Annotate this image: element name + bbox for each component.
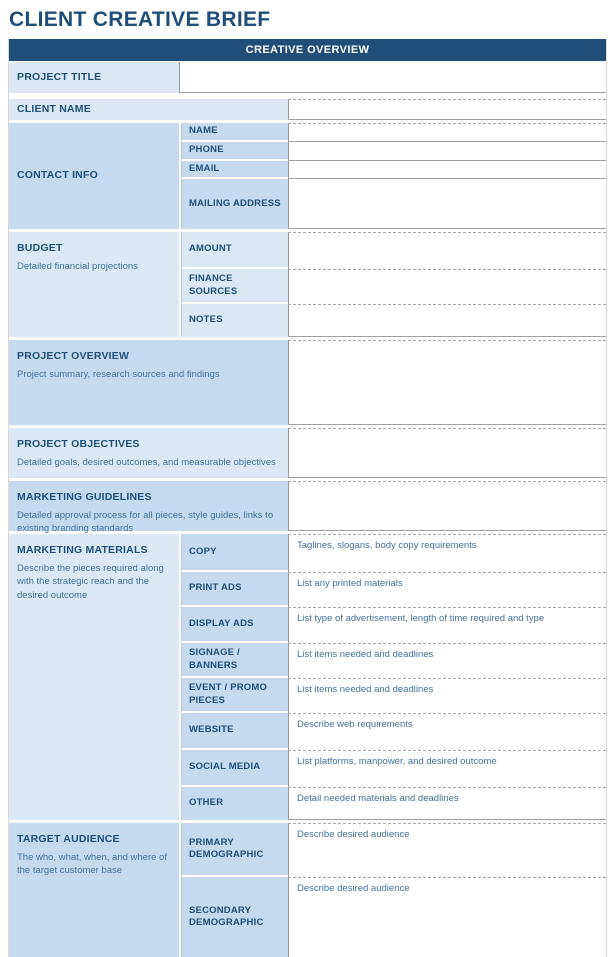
project-overview-description: Project summary, research sources and findings (17, 369, 220, 380)
display-ads-label-cell (181, 607, 288, 643)
contact-name-input[interactable] (288, 123, 606, 142)
project-title-input[interactable] (179, 62, 606, 93)
target-audience-label-cell (9, 823, 179, 957)
budget-finance-sources-label: FINANCE SOURCES (189, 273, 238, 297)
secondary-demographic-label: SECONDARY DEMOGRAPHIC (189, 904, 264, 928)
project-title-label: PROJECT TITLE (17, 70, 102, 83)
project-objectives-label: PROJECT OBJECTIVES (17, 438, 140, 450)
row-contact-info (9, 123, 606, 229)
budget-finance-sources-label-cell (181, 269, 288, 304)
print-ads-label-cell (181, 572, 288, 607)
display-ads-input[interactable] (288, 607, 606, 643)
marketing-materials-description: Describe the pieces required along with the strategic reach and the desired outcome (17, 563, 164, 601)
client-name-label-cell (9, 99, 288, 120)
project-overview-input[interactable] (288, 340, 606, 425)
secondary-demographic-label-cell (181, 877, 288, 957)
copy-input[interactable] (288, 534, 606, 572)
marketing-guidelines-description: Detailed approval process for all pieces, style guides, links to existing branding standards (17, 510, 274, 535)
other-hint: Detail needed materials and deadlines (297, 793, 459, 804)
row-marketing-materials (9, 534, 606, 820)
signage-banners-label-cell (181, 643, 288, 678)
section-header: CREATIVE OVERVIEW (9, 39, 606, 61)
project-overview-label: PROJECT OVERVIEW (17, 350, 130, 362)
page-title: CLIENT CREATIVE BRIEF (9, 8, 271, 31)
client-name-label: CLIENT NAME (17, 102, 91, 115)
contact-mailing-address-label: MAILING ADDRESS (189, 197, 281, 209)
primary-demographic-input[interactable] (288, 823, 606, 877)
social-media-input[interactable] (288, 750, 606, 787)
budget-finance-sources-input[interactable] (288, 269, 606, 304)
marketing-guidelines-label-cell (9, 481, 288, 535)
signage-banners-input[interactable] (288, 643, 606, 678)
project-objectives-input[interactable] (288, 428, 606, 478)
display-ads-label: DISPLAY ADS (189, 617, 254, 629)
print-ads-label: PRINT ADS (189, 582, 242, 594)
website-hint: Describe web requirements (297, 719, 413, 730)
marketing-guidelines-input[interactable] (288, 481, 606, 531)
display-ads-hint: List type of advertisement, length of time required and type (297, 613, 545, 624)
marketing-materials-label-cell (9, 534, 179, 820)
project-objectives-description: Detailed goals, desired outcomes, and measurable objectives (17, 457, 276, 468)
marketing-guidelines-label: MARKETING GUIDELINES (17, 491, 152, 503)
website-label: WEBSITE (189, 724, 234, 736)
contact-mailing-address-input[interactable] (288, 179, 606, 229)
budget-notes-input[interactable] (288, 304, 606, 337)
budget-notes-label: NOTES (189, 314, 223, 326)
contact-phone-label: PHONE (189, 144, 224, 156)
contact-name-label-cell (181, 123, 288, 142)
social-media-label-cell (181, 750, 288, 787)
other-label: OTHER (189, 797, 224, 809)
website-label-cell (181, 713, 288, 750)
project-overview-label-cell (9, 340, 288, 425)
row-target-audience (9, 823, 606, 957)
budget-notes-label-cell (181, 304, 288, 337)
budget-description: Detailed financial projections (17, 261, 138, 272)
row-project-objectives (9, 428, 606, 478)
project-objectives-label-cell (9, 428, 288, 478)
contact-email-label-cell (181, 161, 288, 179)
target-audience-label: TARGET AUDIENCE (17, 833, 120, 845)
event-promo-pieces-label: EVENT / PROMO PIECES (189, 682, 268, 706)
contact-mailing-address-label-cell (181, 179, 288, 229)
copy-label: COPY (189, 545, 217, 557)
target-audience-description: The who, what, when, and where of the target customer base (17, 852, 167, 877)
signage-banners-hint: List items needed and deadlines (297, 649, 434, 660)
secondary-demographic-input[interactable] (288, 877, 606, 957)
copy-hint: Taglines, slogans, body copy requirements (297, 540, 477, 551)
primary-demographic-label: PRIMARY DEMOGRAPHIC (189, 836, 264, 860)
budget-amount-label: AMOUNT (189, 243, 232, 255)
print-ads-hint: List any printed materials (297, 578, 403, 589)
contact-info-label: CONTACT INFO (17, 169, 98, 182)
contact-info-label-cell (9, 123, 179, 229)
row-project-title (9, 62, 606, 93)
event-promo-pieces-hint: List items needed and deadlines (297, 684, 434, 695)
budget-label-cell (9, 232, 179, 337)
contact-phone-label-cell (181, 142, 288, 161)
row-marketing-guidelines (9, 481, 606, 535)
budget-amount-label-cell (181, 232, 288, 269)
creative-brief-table (8, 39, 607, 957)
secondary-demographic-hint: Describe desired audience (297, 883, 410, 894)
project-title-label-cell (9, 62, 179, 93)
other-input[interactable] (288, 787, 606, 820)
contact-phone-input[interactable] (288, 142, 606, 161)
contact-email-label: EMAIL (189, 162, 220, 174)
print-ads-input[interactable] (288, 572, 606, 607)
row-client-name (9, 99, 606, 120)
row-budget (9, 232, 606, 337)
client-name-input[interactable] (288, 99, 606, 120)
signage-banners-label: SIGNAGE / BANNERS (189, 647, 240, 671)
budget-amount-input[interactable] (288, 232, 606, 269)
copy-label-cell (181, 534, 288, 572)
social-media-hint: List platforms, manpower, and desired outcome (297, 756, 497, 767)
marketing-materials-label: MARKETING MATERIALS (17, 544, 148, 556)
row-project-overview (9, 340, 606, 425)
website-input[interactable] (288, 713, 606, 750)
primary-demographic-hint: Describe desired audience (297, 829, 410, 840)
contact-name-label: NAME (189, 125, 218, 137)
contact-email-input[interactable] (288, 161, 606, 179)
event-promo-pieces-label-cell (181, 678, 288, 713)
primary-demographic-label-cell (181, 823, 288, 877)
social-media-label: SOCIAL MEDIA (189, 761, 261, 773)
other-label-cell (181, 787, 288, 820)
event-promo-pieces-input[interactable] (288, 678, 606, 713)
budget-label: BUDGET (17, 242, 63, 254)
